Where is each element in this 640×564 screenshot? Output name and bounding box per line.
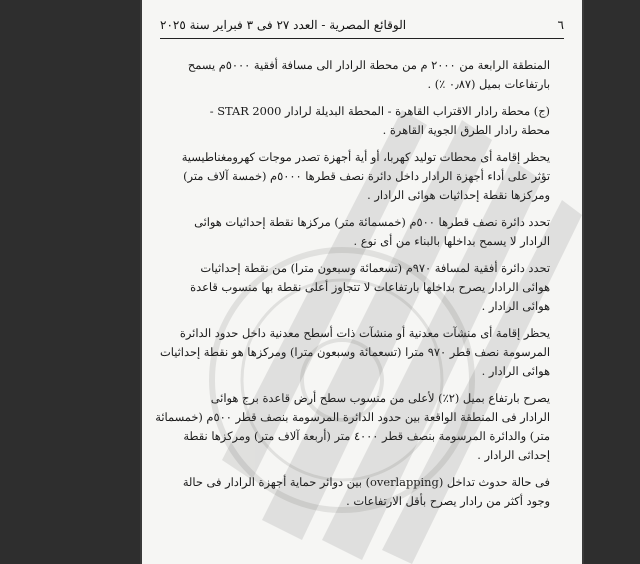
- text-line: المرسومة نصف قطر ٩٧٠ مترا (تسعمائة وسبعون مترا) ومركزها هو نقطة إحداثيات: [160, 345, 550, 359]
- document-page: [142, 0, 582, 564]
- text-line: إحداثى الرادار .: [477, 448, 550, 462]
- text-line: محطة رادار الطرق الجوية القاهرة .: [382, 123, 550, 137]
- paragraph: [184, 261, 550, 318]
- viewer-left-margin: [0, 0, 140, 564]
- page-number: ٦: [557, 18, 564, 32]
- text-line: الرادار فى المنطقة الواقعة بين حدود الدائرة المرسومة بنصف قطر ٥٠٠م (خمسمائة: [155, 410, 550, 424]
- paragraph: [160, 326, 550, 383]
- document-body: [155, 58, 550, 521]
- text-line: هوائى الرادار .: [481, 299, 550, 313]
- paragraph: [155, 391, 550, 467]
- text-line: الرادار لا يسمح بداخلها بالبناء من أى نوع .: [353, 234, 550, 248]
- text-line: هوائى الرادار .: [481, 364, 550, 378]
- text-line: فى حالة حدوث تداخل (overlapping) بين دوائر حماية أجهزة الرادار فى حالة: [182, 475, 550, 489]
- text-line: ومركزها نقطة إحداثيات هوائى الرادار .: [367, 188, 550, 202]
- paragraph: [184, 215, 550, 253]
- page-header: [160, 18, 564, 39]
- text-line: يصرح بارتفاع بميل (٢٪) لأعلى من منسوب سطح أرض قاعدة برج هوائى: [210, 391, 550, 405]
- text-line: متر) والدائرة المرسومة بنصف قطر ٤٠٠٠ متر (أربعة آلاف متر) ومركزها نقطة: [183, 429, 550, 443]
- text-line: تحدد دائرة نصف قطرها ٥٠٠م (خمسمائة متر) مركزها نقطة إحداثيات هوائى: [194, 215, 550, 229]
- text-line: يحظر إقامة أى منشآت معدنية أو منشآت ذات أسطح معدنية داخل حدود الدائرة: [179, 326, 550, 340]
- viewer-right-margin: [584, 0, 640, 564]
- paragraph: [184, 475, 550, 513]
- paragraph: [181, 150, 550, 207]
- text-line: المنطقة الرابعة من ٢٠٠٠ م من محطة الرادار الى مسافة أفقية ٥٠٠٠م يسمح: [187, 58, 550, 72]
- paragraph: [184, 58, 550, 96]
- paragraph: [184, 104, 550, 142]
- text-line: هوائى الرادار يصرح بداخلها بارتفاعات لا تتجاوز أعلى نقطة بها منسوب قاعدة: [190, 280, 550, 294]
- text-line: تؤثر على أداء أجهزة الرادار داخل دائرة نصف قطرها ٥٠٠٠م (خمسة آلاف متر): [183, 169, 550, 183]
- text-line: (ج) محطة رادار الاقتراب القاهرة - المحطة البديلة لرادار STAR 2000 -: [209, 104, 550, 118]
- text-line: وجود أكثر من رادار يصرح بأقل الارتفاعات .: [346, 494, 550, 508]
- text-line: بارتفاعات بميل (٠٫٨٧ ٪) .: [427, 77, 550, 91]
- running-title: الوقائع المصرية - العدد ٢٧ فى ٣ فبراير سنة ٢٠٢٥: [160, 18, 407, 32]
- text-line: تحدد دائرة أفقية لمسافة ٩٧٠م (تسعمائة وسبعون مترا) من نقطة إحداثيات: [200, 261, 550, 275]
- text-line: يحظر إقامة أى محطات توليد كهربا، أو أية أجهزة تصدر موجات كهرومغناطيسية: [181, 150, 550, 164]
